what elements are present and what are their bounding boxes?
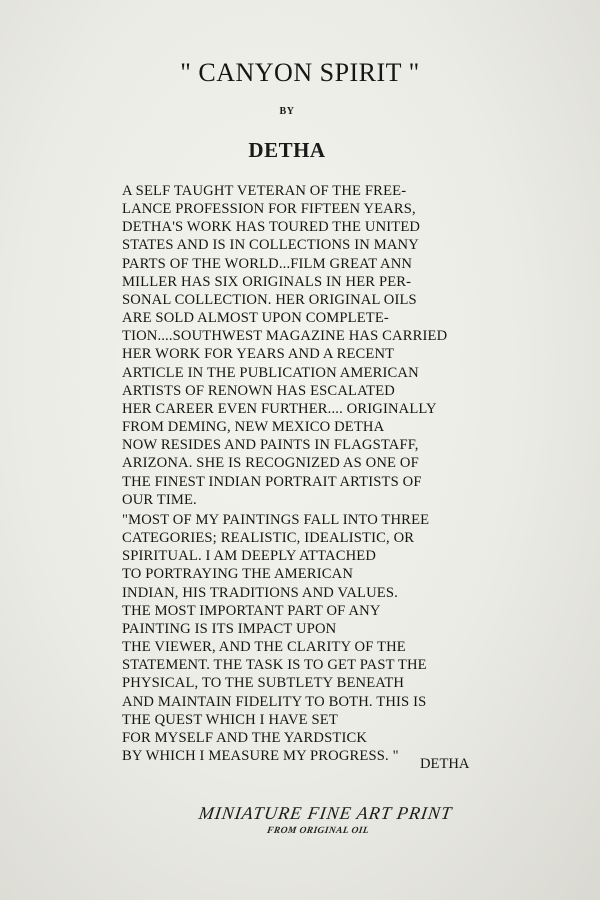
- quote-line: INDIAN, HIS TRADITIONS AND VALUES.: [122, 584, 398, 601]
- bio-line: PARTS OF THE WORLD...FILM GREAT ANN: [122, 255, 413, 272]
- quote-line: STATEMENT. THE TASK IS TO GET PAST THE: [122, 657, 427, 674]
- bio-line: DETHA'S WORK HAS TOURED THE UNITED: [122, 219, 421, 236]
- quote-signature: DETHA: [420, 756, 470, 772]
- artist-quote-paragraph: [122, 511, 502, 765]
- bio-line: SONAL COLLECTION. HER ORIGINAL OILS: [122, 291, 417, 308]
- quote-line: AND MAINTAIN FIDELITY TO BOTH. THIS IS: [122, 693, 427, 710]
- quote-line: PHYSICAL, TO THE SUBTLETY BENEATH: [122, 675, 405, 692]
- bio-line: MILLER HAS SIX ORIGINALS IN HER PER-: [122, 273, 412, 290]
- bio-line: TION....SOUTHWEST MAGAZINE HAS CARRIED: [122, 328, 448, 345]
- quote-line: "MOST OF MY PAINTINGS FALL INTO THREE: [122, 512, 430, 528]
- bio-line: LANCE PROFESSION FOR FIFTEEN YEARS,: [122, 201, 416, 218]
- bio-line: ARTICLE IN THE PUBLICATION AMERICAN: [122, 364, 419, 381]
- quote-line: FOR MYSELF AND THE YARDSTICK: [122, 729, 368, 746]
- quote-line: PAINTING IS ITS IMPACT UPON: [122, 620, 337, 637]
- quote-line: THE QUEST WHICH I HAVE SET: [122, 711, 338, 728]
- quote-line: CATEGORIES; REALISTIC, IDEALISTIC, OR: [122, 530, 415, 547]
- biography-paragraph: [122, 182, 502, 509]
- author-name: DETHA: [248, 138, 326, 162]
- bio-line: HER CAREER EVEN FURTHER.... ORIGINALLY: [122, 400, 437, 417]
- by-label: BY: [279, 106, 295, 117]
- bio-line: THE FINEST INDIAN PORTRAIT ARTISTS OF: [122, 473, 422, 490]
- bio-line: HER WORK FOR YEARS AND A RECENT: [122, 346, 395, 363]
- quote-line: BY WHICH I MEASURE MY PROGRESS. ": [122, 748, 399, 765]
- quote-line: THE VIEWER, AND THE CLARITY OF THE: [122, 639, 406, 656]
- quote-line: TO PORTRAYING THE AMERICAN: [122, 566, 354, 583]
- print-label: MINIATURE FINE ART PRINT: [197, 803, 454, 823]
- quote-line: SPIRITUAL. I AM DEEPLY ATTACHED: [122, 548, 377, 565]
- bio-line: NOW RESIDES AND PAINTS IN FLAGSTAFF,: [122, 437, 419, 454]
- document-title: " CANYON SPIRIT ": [180, 58, 420, 87]
- bio-line: FROM DEMING, NEW MEXICO DETHA: [122, 419, 385, 436]
- bio-line: ARIZONA. SHE IS RECOGNIZED AS ONE OF: [122, 455, 419, 472]
- bio-line: OUR TIME.: [122, 491, 197, 508]
- print-sublabel: FROM ORIGINAL OIL: [266, 826, 370, 836]
- bio-line: ARTISTS OF RENOWN HAS ESCALATED: [122, 382, 395, 399]
- quote-line: THE MOST IMPORTANT PART OF ANY: [122, 602, 381, 619]
- bio-line: ARE SOLD ALMOST UPON COMPLETE-: [122, 310, 389, 327]
- bio-line: A SELF TAUGHT VETERAN OF THE FREE-: [122, 183, 407, 199]
- bio-line: STATES AND IS IN COLLECTIONS IN MANY: [122, 237, 419, 254]
